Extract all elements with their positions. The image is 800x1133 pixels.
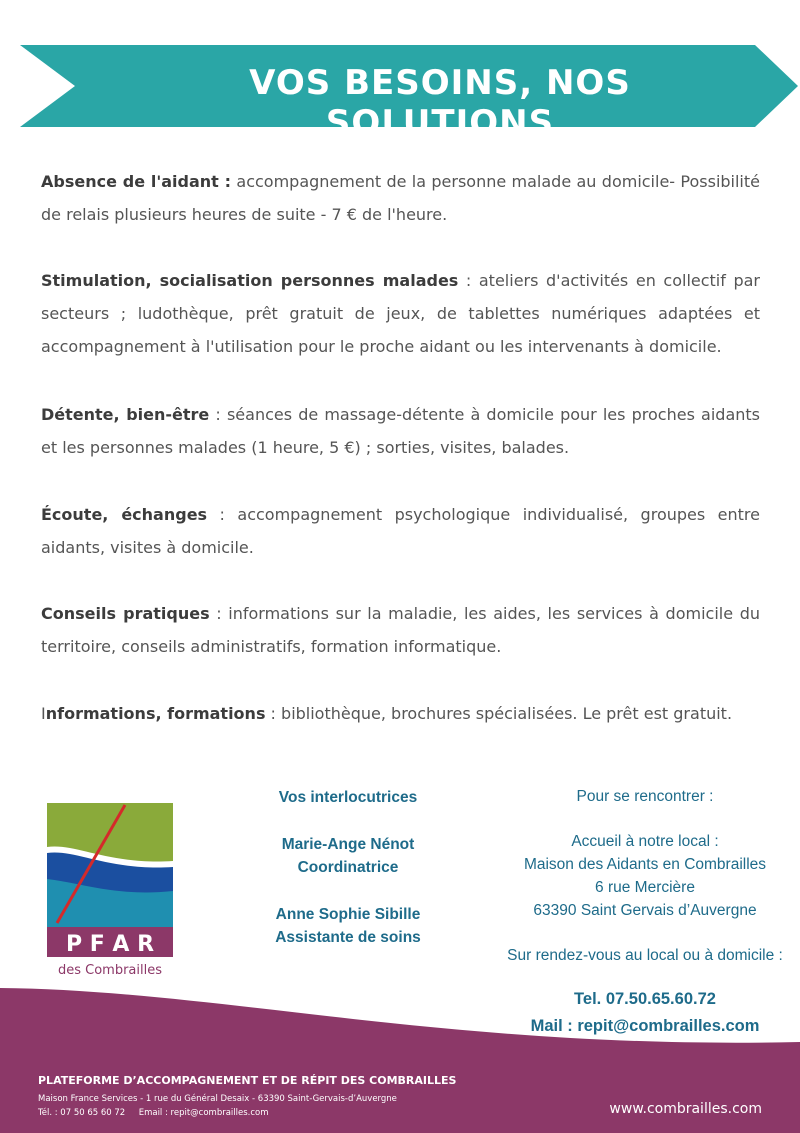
section-informations	[41, 697, 760, 730]
section-text: : informations sur la maladie, les aides, les services à domicile du territoire, conseils administratifs, formation informatique.	[41, 604, 760, 656]
logo-letters: P F A R	[65, 932, 155, 957]
page-title: VOS BESOINS, NOS SOLUTIONS	[249, 63, 631, 143]
meet-line: 63390 Saint Gervais d’Auvergne	[533, 902, 757, 919]
section-heading: Écoute, échanges	[41, 505, 208, 524]
section-stimulation	[41, 264, 760, 363]
section-text: accompagnement de la personne malade au domicile- Possibilité de relais plusieurs heures de suite - 7 € de l'heure.	[41, 172, 760, 224]
section-text: : ateliers d'activités en collectif par secteurs ; ludothèque, prêt gratuit de jeux, de tablettes numériques adaptées et accompagnement à l'utilisation pour le proche aidant ou les intervenants à domicile.	[41, 271, 760, 356]
logo-graphic	[47, 803, 173, 981]
logo-subtitle: des Combrailles	[57, 963, 163, 978]
footer-org-name: PLATEFORME D’ACCOMPAGNEMENT ET DE RÉPIT DES COMBRAILLES	[38, 1074, 457, 1087]
person1-name: Marie-Ange Nénot	[281, 836, 415, 853]
footer-contact: Tél. : 07 50 65 60 72 Email : repit@combrailles.com	[38, 1108, 269, 1118]
website-link[interactable]: www.combrailles.com	[609, 1101, 762, 1117]
section-heading: Conseils pratiques	[41, 604, 210, 623]
section-text: : bibliothèque, brochures spécialisées. Le prêt est gratuit.	[265, 704, 733, 723]
contact-details	[495, 986, 795, 1040]
meeting-column	[495, 785, 795, 967]
section-prefix: I	[41, 704, 46, 723]
pfar-logo	[47, 803, 173, 981]
meet-line: Maison des Aidants en Combrailles	[523, 856, 767, 873]
section-text: : accompagnement psychologique individualisé, groupes entre aidants, visites à domicile.	[41, 505, 761, 557]
meet-line: Accueil à notre local :	[571, 833, 719, 850]
person2-role: Assistante de soins	[275, 929, 421, 946]
section-heading: nformations, formations	[45, 704, 266, 723]
phone-number[interactable]: Tel. 07.50.65.60.72	[574, 990, 716, 1008]
section-text: : séances de massage-détente à domicile pour les proches aidants et les personnes malades (1 heure, 5 €) ; sorties, visites, balades.	[41, 405, 761, 457]
section-detente	[41, 398, 760, 464]
section-heading: Absence de l'aidant :	[41, 172, 232, 191]
section-heading: Stimulation, socialisation personnes malades	[41, 271, 459, 290]
meet-line: Sur rendez-vous au local ou à domicile :	[507, 947, 783, 964]
contacts-column	[238, 786, 458, 949]
person2-name: Anne Sophie Sibille	[275, 906, 421, 923]
email-address[interactable]: Mail : repit@combrailles.com	[530, 1017, 760, 1035]
section-ecoute	[41, 498, 760, 564]
footer-address: Maison France Services - 1 rue du Général Desaix - 63390 Saint-Gervais-d’Auvergne	[38, 1094, 397, 1104]
person1-role: Coordinatrice	[297, 859, 399, 876]
meet-line: 6 rue Mercière	[595, 879, 695, 896]
contacts-title: Vos interlocutrices	[278, 789, 418, 806]
section-absence-aidant	[41, 165, 760, 231]
footer	[0, 980, 800, 1133]
section-heading: Détente, bien-être	[41, 405, 210, 424]
section-conseils	[41, 597, 760, 663]
meet-title: Pour se rencontrer :	[576, 788, 714, 805]
